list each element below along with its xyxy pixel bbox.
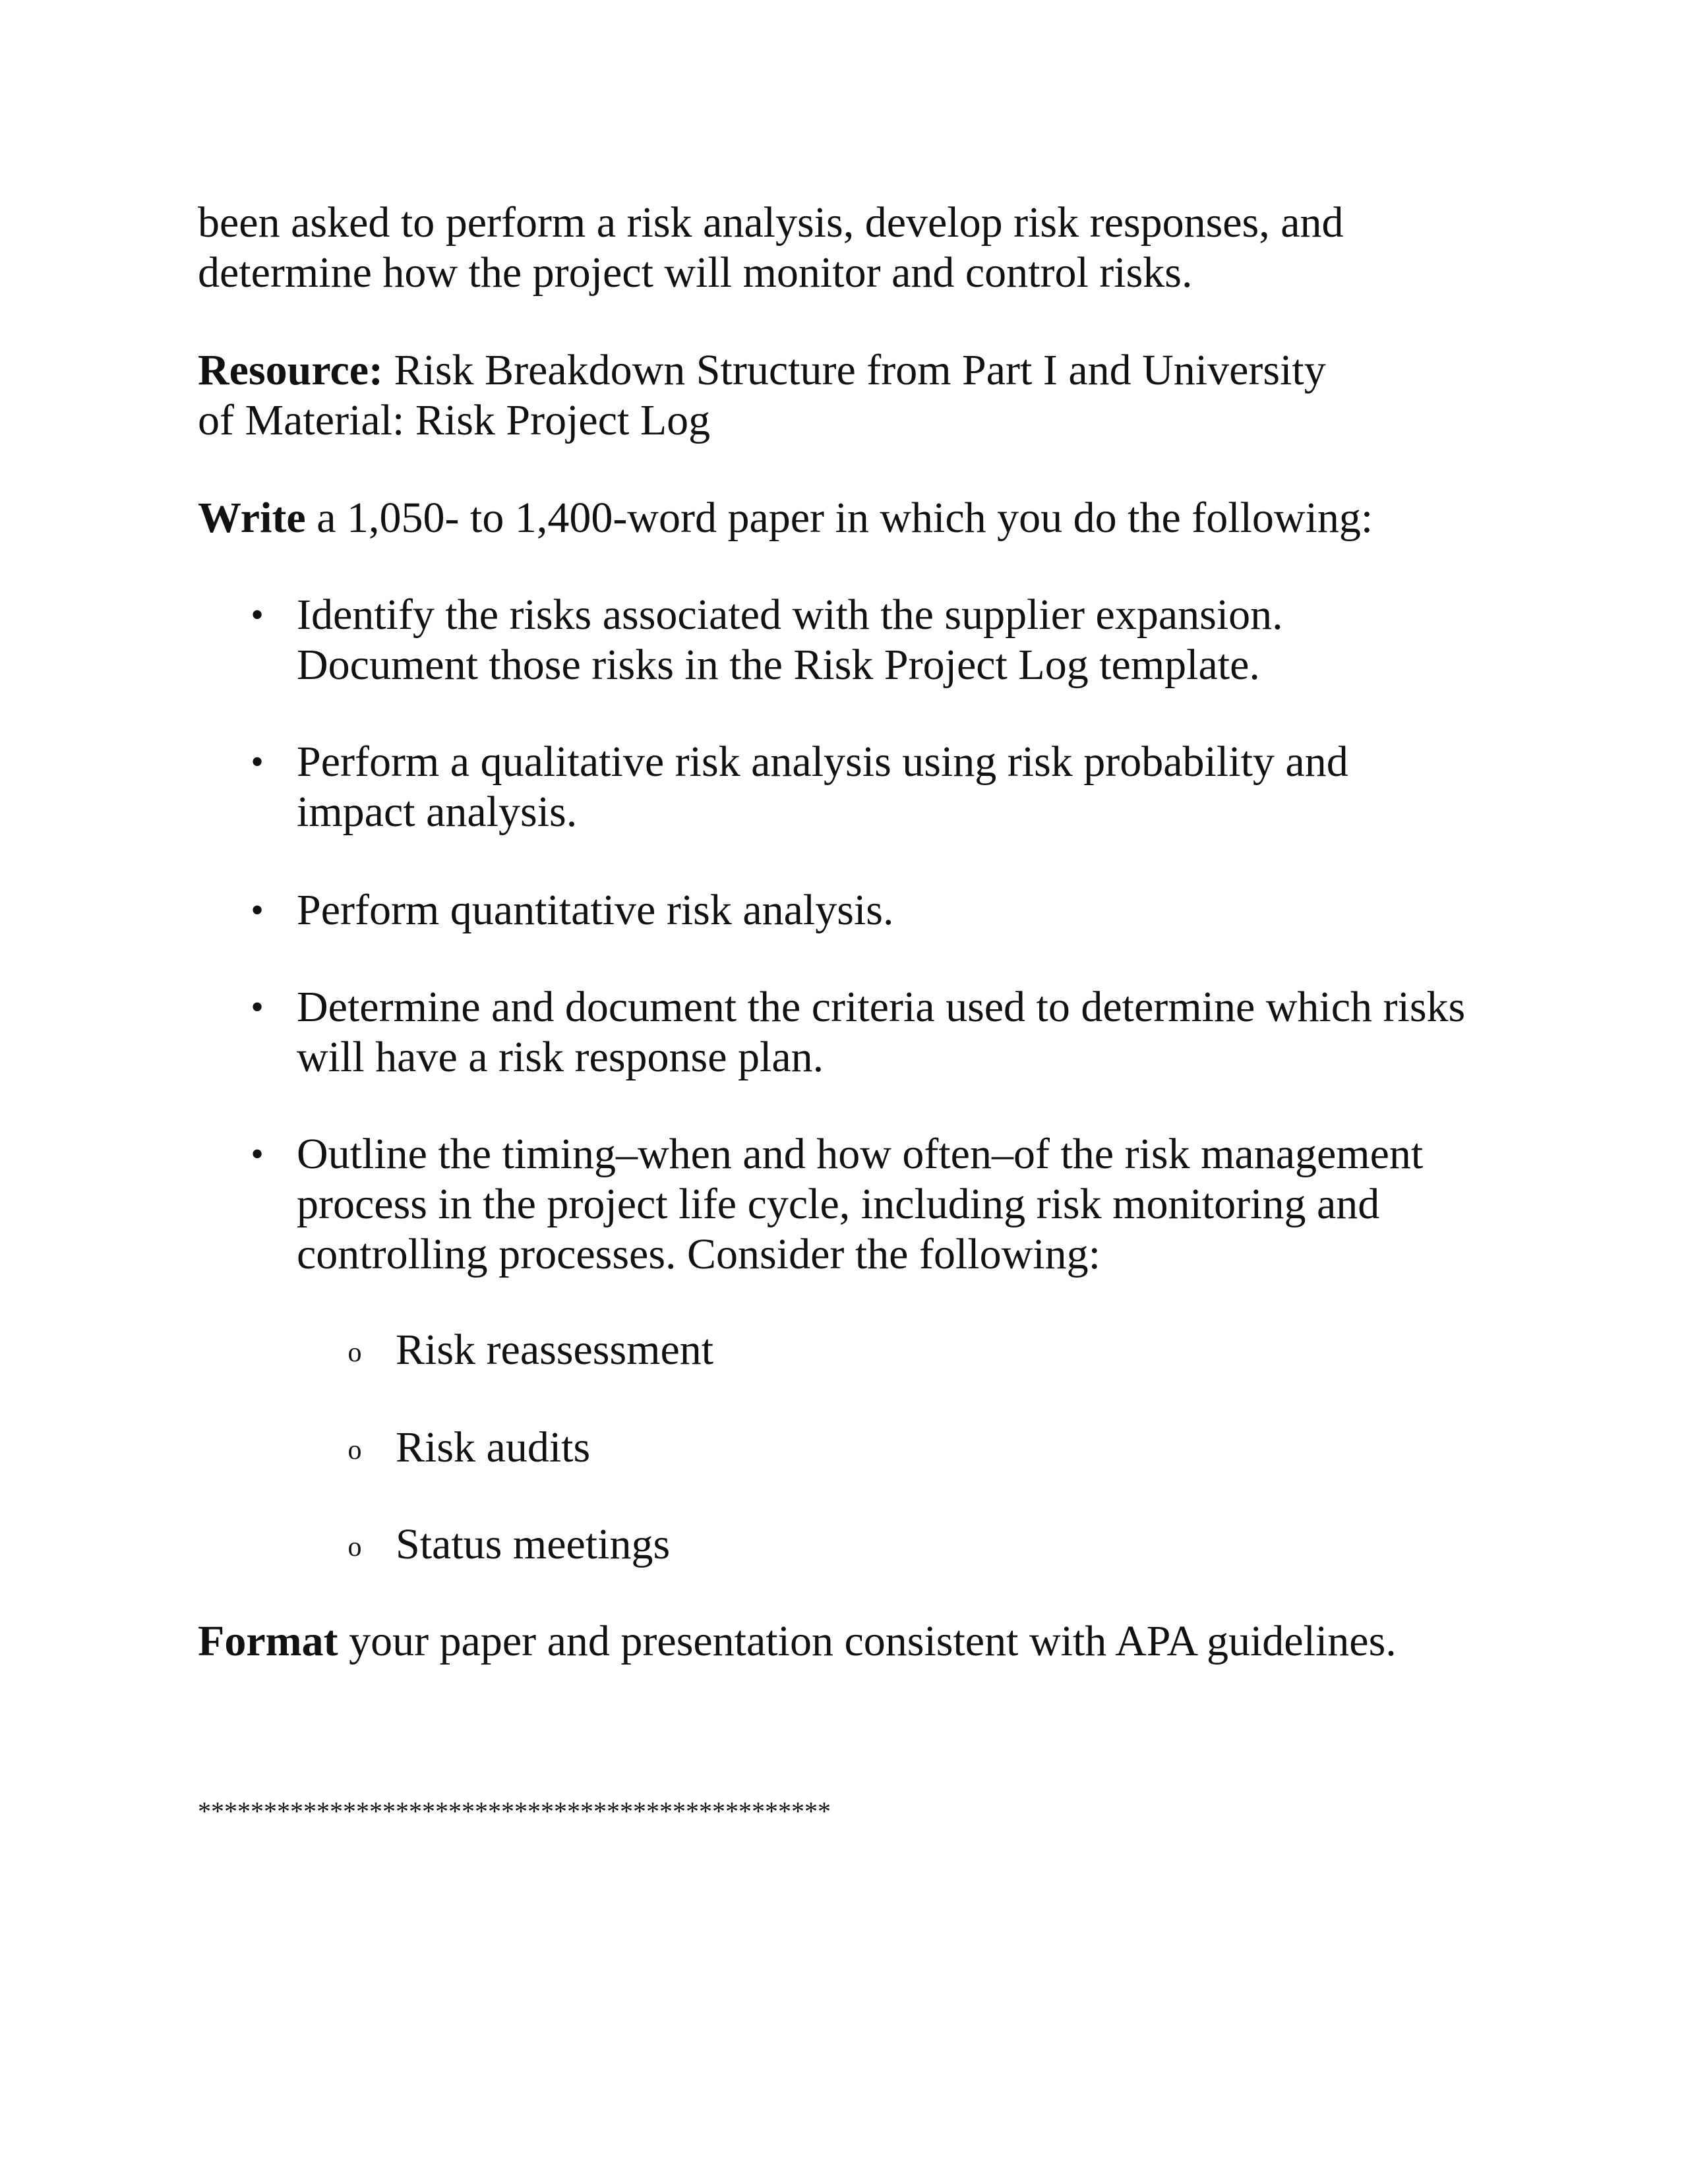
bullet-text	[297, 982, 1465, 1082]
resource-paragraph	[198, 345, 1326, 446]
bullet-5-line-2: process in the project life cycle, including risk monitoring and	[297, 1180, 1380, 1228]
bullet-text	[297, 1129, 1423, 1280]
resource-text: Risk Breakdown Structure from Part I and University	[383, 346, 1326, 394]
intro-line-2: determine how the project will monitor and control risks.	[198, 249, 1193, 297]
resource-label: Resource:	[198, 346, 384, 394]
bullet-2-line-1: Perform a qualitative risk analysis using risk probability and	[297, 738, 1348, 786]
sub-item-1-text: Risk reassessment	[396, 1326, 714, 1374]
bullet-mark: •	[251, 742, 264, 782]
format-text: your paper and presentation consistent with APA guidelines.	[338, 1617, 1397, 1665]
bullet-1-line-2: Document those risks in the Risk Project Log template.	[297, 641, 1260, 689]
intro-line-1: been asked to perform a risk analysis, develop risk responses, and	[198, 198, 1344, 247]
write-text: a 1,050- to 1,400-word paper in which you do the following:	[305, 494, 1373, 542]
bullet-mark: •	[251, 890, 264, 931]
bullet-text	[297, 590, 1283, 690]
bullet-1-line-1: Identify the risks associated with the supplier expansion.	[297, 591, 1283, 639]
bullet-mark: •	[251, 987, 264, 1028]
sub-bullet-mark: o	[347, 1435, 362, 1465]
bullet-4-line-1: Determine and document the criteria used to determine which risks	[297, 983, 1466, 1031]
format-label: Format	[198, 1617, 338, 1665]
separator-asterisks: ************************************************	[198, 1796, 831, 1826]
bullet-4-line-2: will have a risk response plan.	[297, 1033, 824, 1081]
bullet-mark: •	[251, 1134, 264, 1175]
format-paragraph	[198, 1616, 1397, 1667]
format-line	[198, 1616, 1397, 1667]
write-paragraph	[198, 493, 1373, 543]
sub-item-2-text: Risk audits	[396, 1423, 591, 1471]
bullet-5-line-3: controlling processes. Consider the following:	[297, 1230, 1100, 1278]
sub-bullet-mark: o	[347, 1532, 362, 1562]
bullet-mark: •	[251, 595, 264, 635]
bullet-3-line-1: Perform quantitative risk analysis.	[297, 886, 894, 934]
bullet-5-line-1: Outline the timing–when and how often–of the risk management	[297, 1130, 1424, 1178]
sub-bullet-mark: o	[347, 1338, 362, 1368]
resource-line-1	[198, 345, 1326, 396]
resource-line-2: of Material: Risk Project Log	[198, 396, 711, 444]
write-line	[198, 493, 1373, 543]
sub-item-3-text: Status meetings	[396, 1520, 671, 1568]
write-label: Write	[198, 494, 306, 542]
bullet-2-line-2: impact analysis.	[297, 788, 578, 836]
intro-paragraph	[198, 198, 1344, 298]
bullet-text	[297, 737, 1348, 837]
bullet-text	[297, 885, 893, 935]
document-page	[198, 0, 1517, 2184]
